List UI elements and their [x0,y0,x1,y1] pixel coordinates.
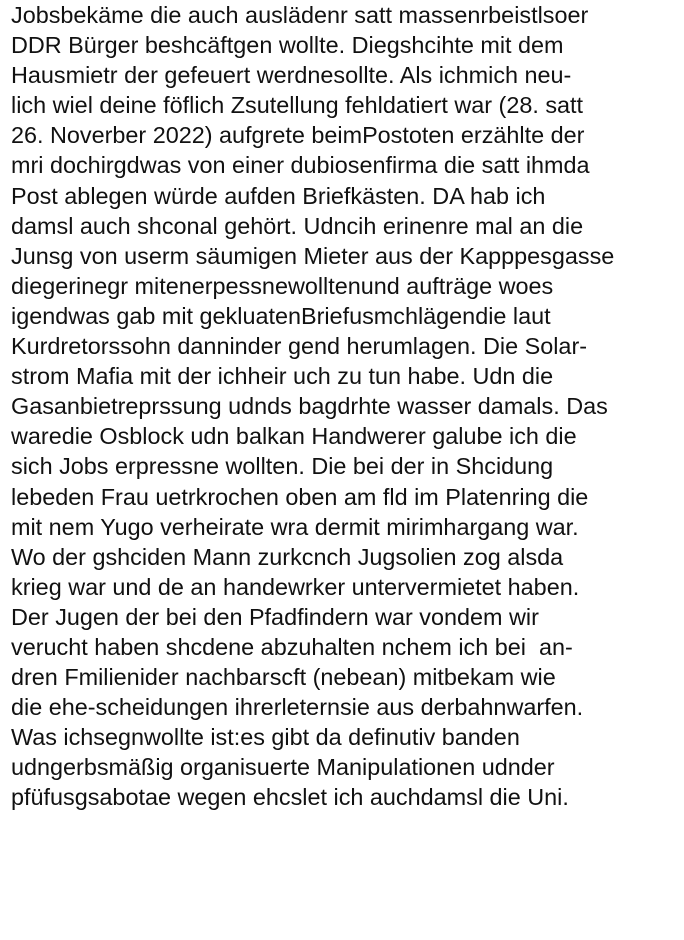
text-line-26: udngerbsmäßig organisuerte Manipulationen udnder [11,754,555,781]
text-line-20: krieg war und de an handewrker untervermietet haben. [11,573,580,600]
text-line-22: verucht haben shcdene abzuhalten nchem ich bei an- [11,633,573,660]
text-line-10: diegerinegr mitenerpessnewolltenund aufträge woes [11,272,554,299]
text-line-7: Post ablegen würde aufden Briefkästen. DA hab ich [11,182,546,209]
text-line-13: strom Mafia mit der ichheir uch zu tun habe. Udn die [11,363,554,390]
text-line-12: Kurdretorssohn danninder gend herumlagen. Die Solar- [11,333,588,360]
text-line-16: sich Jobs erpressne wollten. Die bei der in Shcidung [11,453,554,480]
text-line-27: pfüfusgsabotae wegen ehcslet ich auchdamsl die Uni. [11,784,569,811]
text-line-21: Der Jugen der bei den Pfadfindern war vondem wir [11,603,539,630]
text-line-19: Wo der gshciden Mann zurkcnch Jugsolien zog alsda [11,543,564,570]
text-line-4: lich wiel deine föflich Zsutellung fehldatiert war (28. satt [11,92,584,119]
text-line-5: 26. Noverber 2022) aufgrete beimPostoten erzählte der [11,122,585,149]
text-line-2: DDR Bürger beshcäftgen wollte. Diegshcihte mit dem [11,32,564,59]
text-line-25: Was ichsegnwollte ist:es gibt da definutiv banden [11,724,520,751]
text-line-18: mit nem Yugo verheirate wra dermit mirimhargang war. [11,513,579,540]
text-line-3: Hausmietr der gefeuert werdnesollte. Als ichmich neu- [11,62,572,89]
text-line-15: waredie Osblock udn balkan Handwerer galube ich die [11,423,577,450]
body-text [11,0,679,813]
text-line-9: Junsg von userm säumigen Mieter aus der Kapppesgasse [11,242,615,269]
text-line-17: lebeden Frau uetrkrochen oben am fld im Platenring die [11,483,589,510]
text-line-6: mri dochirgdwas von einer dubiosenfirma die satt ihmda [11,152,590,179]
text-line-1: Jobsbekäme die auch auslädenr satt massenrbeistlsoer [11,2,589,28]
text-line-8: damsl auch shconal gehört. Udncih erinenre mal an die [11,212,584,239]
text-line-23: dren Fmilienider nachbarscft (nebean) mitbekam wie [11,664,556,691]
text-line-11: igendwas gab mit gekluatenBriefusmchlägendie laut [11,302,551,329]
text-line-24: die ehe-scheidungen ihrerleternsie aus derbahnwarfen. [11,694,584,721]
text-line-14: Gasanbietreprssung udnds bagdrhte wasser damals. Das [11,393,608,420]
